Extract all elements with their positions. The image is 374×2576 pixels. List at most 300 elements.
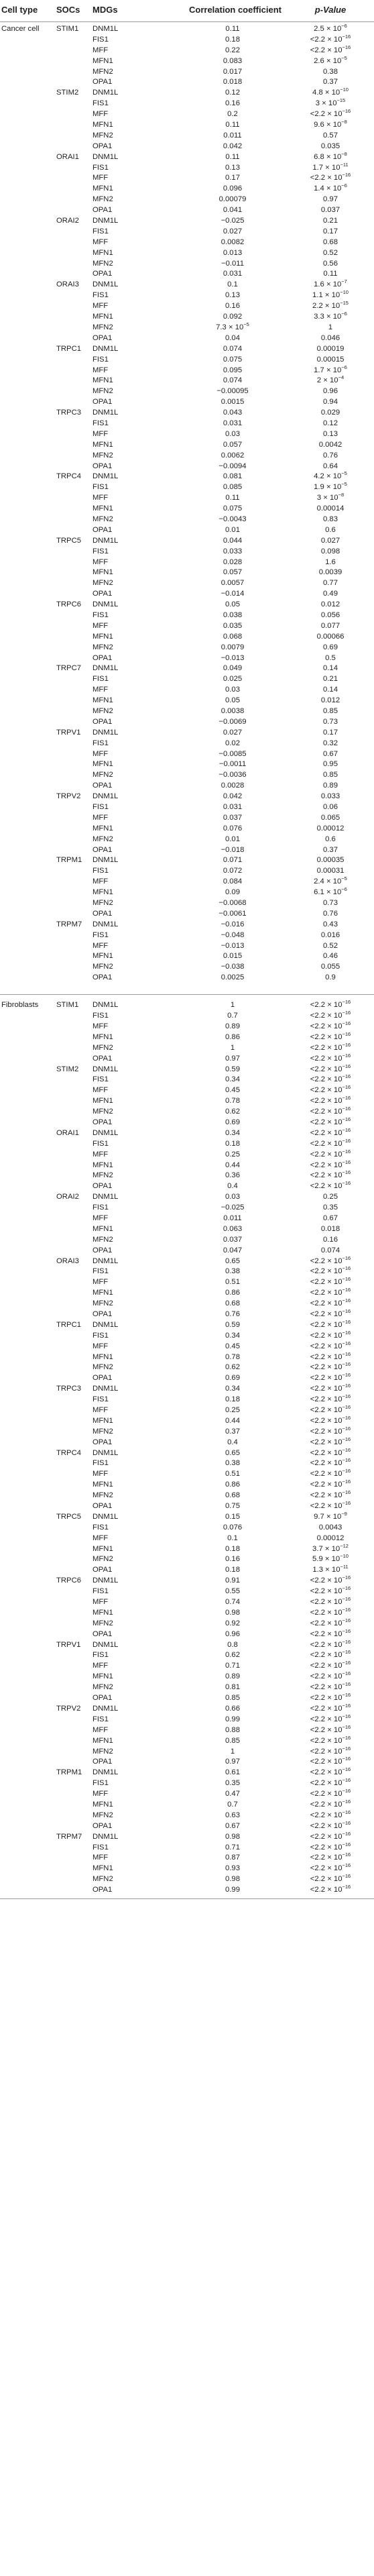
table-row [0, 323, 374, 333]
p-value-cell: 0.25 [323, 1193, 338, 1201]
correlation-cell: 0.0082 [221, 237, 245, 246]
table-row [0, 610, 374, 621]
mdg-cell: DNM1L [92, 1512, 119, 1521]
correlation-cell: 0.05 [225, 696, 240, 705]
table-row [0, 1373, 374, 1384]
table-row [0, 802, 374, 813]
p-value-cell: $<2.2 \times 10^{-16}$ [310, 1596, 351, 1607]
table-row [0, 152, 374, 163]
p-value-cell: $<2.2 \times 10^{-16}$ [310, 1851, 351, 1862]
table-row [0, 440, 374, 451]
table-row [0, 1715, 374, 1725]
correlation-cell: 0.89 [225, 1672, 240, 1681]
correlation-cell: 0.36 [225, 1171, 240, 1180]
mdg-cell: MFN2 [92, 1555, 113, 1564]
correlation-cell: 0.011 [223, 131, 242, 140]
mdg-cell: OPA1 [92, 1566, 113, 1574]
mdg-cell: MFN1 [92, 313, 113, 321]
p-value-cell: $<2.2 \times 10^{-16}$ [310, 1681, 351, 1692]
correlation-cell: −0.013 [221, 941, 245, 950]
soc-cell: TRPC3 [56, 409, 82, 417]
exponent: −15 [340, 300, 349, 307]
correlation-cell: 0.34 [225, 1331, 240, 1340]
p-value-cell: $<2.2 \times 10^{-16}$ [310, 1372, 351, 1383]
table-row [0, 1203, 374, 1214]
table-row [0, 397, 374, 408]
p-value-cell: 0.12 [323, 419, 338, 427]
mdg-cell: MFN2 [92, 1811, 113, 1819]
p-value-cell: 0.00012 [316, 1534, 345, 1542]
mdg-cell: OPA1 [92, 398, 113, 407]
p-value-cell: 0.0043 [318, 1523, 342, 1532]
p-value-cell: $<2.2 \times 10^{-16}$ [310, 1073, 351, 1084]
soc-cell: TRPV2 [56, 1704, 81, 1713]
p-value-cell: 0.57 [323, 131, 338, 140]
mdg-cell: FIS1 [92, 1523, 109, 1532]
mdg-cell: MFN2 [92, 1619, 113, 1627]
p-value-cell: $3 \times 10^{-8}$ [316, 492, 345, 502]
p-value-cell: 0.055 [320, 963, 340, 971]
correlation-cell: 0.69 [225, 1118, 240, 1126]
correlation-cell: 0.031 [223, 419, 243, 427]
p-value-cell: $<2.2 \times 10^{-16}$ [310, 172, 351, 182]
exponent: −16 [342, 1574, 351, 1581]
table-row [0, 301, 374, 312]
p-value-cell: $<2.2 \times 10^{-16}$ [310, 1361, 351, 1372]
exponent: −12 [340, 1542, 349, 1549]
p-value-cell: $<2.2 \times 10^{-16}$ [310, 1330, 351, 1340]
correlation-cell: 0.62 [225, 1363, 240, 1372]
p-value-cell: 0.00035 [316, 856, 345, 865]
table-row [0, 1757, 374, 1768]
table-row [0, 1778, 374, 1789]
mdg-cell: DNM1L [92, 1193, 119, 1201]
p-value-cell: 0.21 [323, 217, 338, 225]
p-value-cell: 0.016 [320, 930, 340, 939]
exponent: −8 [341, 119, 347, 125]
mdg-cell: MFF [92, 1022, 109, 1030]
table-row [0, 1693, 374, 1704]
soc-cell: ORAI2 [56, 1193, 79, 1201]
p-value-cell: 0.6 [325, 835, 336, 843]
cancer-cell-section [0, 24, 374, 983]
p-value-cell: $2.5 \times 10^{-6}$ [314, 23, 347, 33]
correlation-cell: 0.16 [225, 1555, 240, 1564]
mdg-cell: MFN1 [92, 824, 113, 833]
mdg-cell: MFF [92, 1662, 109, 1670]
correlation-cell: 0.55 [225, 1587, 240, 1596]
correlation-cell: 0.01 [225, 835, 240, 843]
p-value-cell: $2.2 \times 10^{-15}$ [312, 300, 349, 311]
exponent: −4 [338, 374, 345, 381]
mdg-cell: OPA1 [92, 142, 113, 150]
table-row [0, 1022, 374, 1032]
correlation-cell: 0.041 [223, 206, 243, 215]
correlation-cell: 0.93 [225, 1864, 240, 1873]
mdg-cell: MFN2 [92, 1491, 113, 1500]
p-value-cell: 0.00031 [316, 867, 345, 875]
mdg-cell: FIS1 [92, 1395, 109, 1404]
table-row [0, 1011, 374, 1022]
exponent: −16 [342, 1254, 351, 1261]
p-value-cell: 0.37 [323, 78, 338, 87]
table-row [0, 35, 374, 46]
header-p-value-text: p-Value [314, 5, 347, 15]
p-value-cell: $<2.2 \times 10^{-16}$ [310, 1127, 351, 1137]
table-row [0, 429, 374, 440]
correlation-cell: 0.11 [225, 121, 240, 129]
p-value-cell: 0.64 [323, 462, 338, 470]
correlation-cell: 0.033 [223, 547, 243, 555]
mdg-cell: MFF [92, 110, 109, 119]
correlation-cell: 0.074 [223, 376, 243, 385]
table-row [0, 1096, 374, 1107]
exponent: −16 [342, 1041, 351, 1048]
table-row [0, 1789, 374, 1800]
mdg-cell: OPA1 [92, 1374, 113, 1383]
correlation-cell: 0.00079 [219, 195, 247, 204]
p-value-cell: 0.029 [320, 409, 340, 417]
p-value-cell: $<2.2 \times 10^{-16}$ [310, 1159, 351, 1169]
mdg-cell: MFN2 [92, 1108, 113, 1116]
p-value-cell: $<2.2 \times 10^{-16}$ [310, 108, 351, 119]
exponent: −16 [342, 999, 351, 1006]
table-row [0, 663, 374, 674]
correlation-cell: 0.027 [223, 227, 243, 235]
table-row [0, 205, 374, 216]
mdg-cell: DNM1L [92, 664, 119, 673]
correlation-cell: −0.018 [221, 845, 245, 854]
p-value-cell: 0.077 [320, 621, 340, 630]
p-value-cell: $<2.2 \times 10^{-16}$ [310, 1734, 351, 1745]
correlation-cell: 0.0025 [221, 973, 245, 982]
p-value-cell: 0.0042 [318, 440, 342, 449]
table-row [0, 216, 374, 227]
p-value-cell: $3 \times 10^{-15}$ [315, 97, 346, 108]
table-row [0, 408, 374, 419]
correlation-cell: 0.37 [225, 1427, 240, 1436]
correlation-cell: 0.025 [223, 675, 243, 684]
exponent: −16 [342, 1127, 351, 1134]
exponent: −10 [340, 289, 349, 296]
table-row [0, 1736, 374, 1747]
correlation-cell: 0.25 [225, 1406, 240, 1414]
correlation-cell: 0.97 [225, 1054, 240, 1063]
exponent: −16 [342, 1340, 351, 1346]
p-value-cell: 0.38 [323, 67, 338, 76]
mdg-cell: MFN1 [92, 56, 113, 65]
mdg-cell: FIS1 [92, 355, 109, 364]
mdg-cell: MFN2 [92, 387, 113, 396]
correlation-cell: 0.78 [225, 1352, 240, 1361]
correlation-cell: −0.011 [221, 259, 245, 268]
correlation-cell: 0.74 [225, 1598, 240, 1607]
exponent: −16 [342, 1681, 351, 1688]
correlation-cell: 0.068 [223, 632, 243, 641]
table-row [0, 898, 374, 909]
correlation-cell: 0.81 [225, 1683, 240, 1692]
exponent: −16 [342, 1799, 351, 1805]
p-value-cell: $<2.2 \times 10^{-16}$ [310, 1383, 351, 1393]
table-row [0, 621, 374, 632]
correlation-cell: 0.071 [223, 856, 243, 865]
p-value-cell: $1.6 \times 10^{-7}$ [314, 278, 347, 289]
correlation-cell: 0.34 [225, 1385, 240, 1393]
p-value-cell: 0.14 [323, 664, 338, 673]
p-value-cell: 0.73 [323, 899, 338, 908]
table-row [0, 1587, 374, 1597]
exponent: −6 [341, 182, 347, 189]
correlation-cell: 0.69 [225, 1374, 240, 1383]
correlation-cell: 1 [230, 1747, 235, 1756]
table-row [0, 77, 374, 88]
correlation-cell: 0.044 [223, 536, 243, 545]
mdg-cell: FIS1 [92, 1331, 109, 1340]
p-value-cell: $9.6 \times 10^{-8}$ [314, 119, 347, 129]
table-row [0, 1438, 374, 1448]
correlation-cell: 0.86 [225, 1289, 240, 1297]
table-row [0, 386, 374, 397]
p-value-cell: 0.033 [320, 792, 340, 801]
p-value-cell: $<2.2 \times 10^{-16}$ [310, 1788, 351, 1799]
correlation-cell: 0.68 [225, 1491, 240, 1500]
correlation-cell: −0.0094 [219, 462, 247, 470]
table-row [0, 1320, 374, 1331]
correlation-cell: −0.0068 [219, 899, 247, 908]
mdg-cell: FIS1 [92, 1779, 109, 1788]
mdg-cell: MFN1 [92, 1352, 113, 1361]
p-value-cell: 0.00012 [316, 824, 345, 833]
mdg-cell: DNM1L [92, 1640, 119, 1649]
correlation-cell: 0.092 [223, 313, 243, 321]
header-p-value [290, 5, 371, 15]
exponent: −16 [342, 1500, 351, 1507]
p-value-cell: 0.9 [325, 973, 336, 982]
correlation-cell: 0.1 [227, 1534, 238, 1542]
exponent: −16 [342, 1468, 351, 1474]
mdg-cell: FIS1 [92, 930, 109, 939]
correlation-cell: 0.62 [225, 1108, 240, 1116]
mdg-cell: OPA1 [92, 1758, 113, 1766]
mdg-cell: FIS1 [92, 1075, 109, 1084]
table-row [0, 1650, 374, 1661]
table-row [0, 1608, 374, 1619]
soc-cell: TRPC4 [56, 472, 82, 481]
p-value-cell: 0.00066 [316, 632, 345, 641]
mdg-cell: MFN1 [92, 1481, 113, 1489]
table-row [0, 184, 374, 195]
table-row [0, 909, 374, 920]
table-row [0, 1288, 374, 1299]
table-row [0, 1118, 374, 1128]
correlation-cell: 0.76 [225, 1309, 240, 1318]
p-value-cell: $<2.2 \times 10^{-16}$ [310, 1287, 351, 1297]
p-value-cell: 0.00019 [316, 344, 345, 353]
p-value-cell: $<2.2 \times 10^{-16}$ [310, 1809, 351, 1819]
mdg-cell: MFF [92, 621, 109, 630]
exponent: −16 [342, 1319, 351, 1326]
mdg-cell: FIS1 [92, 803, 109, 812]
p-value-cell: $<2.2 \times 10^{-16}$ [310, 1276, 351, 1287]
p-value-cell: 0.32 [323, 739, 338, 747]
mdg-cell: MFN2 [92, 1427, 113, 1436]
mdg-cell: FIS1 [92, 1715, 109, 1723]
table-row [0, 1554, 374, 1565]
exponent: −16 [342, 1841, 351, 1847]
p-value-cell: $<2.2 \times 10^{-16}$ [310, 1148, 351, 1159]
exponent: −11 [340, 1564, 349, 1570]
p-value-cell: 0.52 [323, 248, 338, 257]
correlation-cell: 0.51 [225, 1278, 240, 1287]
correlation-cell: 0.075 [223, 355, 243, 364]
mdg-cell: FIS1 [92, 739, 109, 747]
mdg-cell: MFN1 [92, 1608, 113, 1617]
exponent: −5 [243, 321, 249, 328]
mdg-cell: OPA1 [92, 1821, 113, 1830]
p-value-cell: $1.1 \times 10^{-10}$ [312, 289, 349, 300]
correlation-cell: 0.1 [227, 280, 238, 289]
correlation-cell: $7.3 \times 10^{-5}$ [216, 321, 249, 331]
table-row [0, 344, 374, 355]
table-row [0, 462, 374, 472]
table-row [0, 525, 374, 536]
correlation-cell: −0.013 [221, 653, 245, 662]
p-value-cell: $<2.2 \times 10^{-16}$ [310, 1106, 351, 1116]
p-value-cell: $1.3 \times 10^{-11}$ [312, 1564, 349, 1574]
p-value-cell: $5.9 \times 10^{-10}$ [312, 1553, 349, 1564]
correlation-cell: 0.063 [223, 1224, 243, 1233]
mdg-cell: DNM1L [92, 1704, 119, 1713]
mdg-cell: MFN1 [92, 952, 113, 961]
mdg-cell: DNM1L [92, 1128, 119, 1137]
p-value-cell: $3.7 \times 10^{-12}$ [312, 1542, 349, 1553]
mdg-cell: OPA1 [92, 206, 113, 215]
correlation-cell: 0.037 [223, 813, 243, 822]
exponent: −16 [342, 1819, 351, 1826]
table-row [0, 1832, 374, 1843]
p-value-cell: $<2.2 \times 10^{-16}$ [310, 1169, 351, 1180]
exponent: −5 [341, 481, 347, 488]
correlation-cell: 0.25 [225, 1150, 240, 1159]
correlation-cell: 0.17 [225, 174, 240, 182]
p-value-cell: 0.94 [323, 398, 338, 407]
table-row [0, 1821, 374, 1832]
mdg-cell: FIS1 [92, 99, 109, 108]
correlation-cell: 0.076 [223, 1523, 243, 1532]
p-value-cell: 0.89 [323, 782, 338, 790]
correlation-cell: 0.0079 [221, 643, 245, 651]
mdg-cell: FIS1 [92, 1203, 109, 1212]
correlation-cell: −0.048 [221, 930, 245, 939]
table-row [0, 280, 374, 290]
correlation-cell: −0.014 [221, 590, 245, 598]
p-value-cell: 0.43 [323, 920, 338, 928]
exponent: −16 [342, 1148, 351, 1155]
exponent: −16 [342, 1660, 351, 1666]
mdg-cell: DNM1L [92, 600, 119, 609]
mdg-cell: OPA1 [92, 1438, 113, 1446]
exponent: −16 [342, 1073, 351, 1080]
p-value-cell: $<2.2 \times 10^{-16}$ [310, 1052, 351, 1063]
table-row [0, 1885, 374, 1896]
table-row [0, 1800, 374, 1811]
mdg-cell: MFF [92, 46, 109, 54]
soc-cell: ORAI1 [56, 1128, 79, 1137]
mdg-cell: OPA1 [92, 78, 113, 87]
soc-cell: TRPC3 [56, 1385, 82, 1393]
p-value-cell: $<2.2 \times 10^{-16}$ [310, 1063, 351, 1073]
p-value-cell: 0.85 [323, 707, 338, 715]
exponent: −16 [342, 1862, 351, 1869]
table-row [0, 46, 374, 56]
mdg-cell: MFN1 [92, 440, 113, 449]
exponent: −16 [342, 1297, 351, 1304]
p-value-cell: $<2.2 \times 10^{-16}$ [310, 1468, 351, 1479]
p-value-cell: 0.83 [323, 515, 338, 523]
mdg-cell: MFN2 [92, 1299, 113, 1308]
mdg-cell: MFF [92, 749, 109, 758]
mdg-cell: OPA1 [92, 973, 113, 982]
exponent: −16 [342, 1638, 351, 1645]
p-value-cell: $<2.2 \times 10^{-16}$ [310, 1766, 351, 1777]
mdg-cell: MFN1 [92, 632, 113, 641]
mdg-cell: DNM1L [92, 1001, 119, 1010]
table-row [0, 1032, 374, 1043]
mdg-cell: DNM1L [92, 217, 119, 225]
mdg-cell: MFN2 [92, 1683, 113, 1692]
p-value-cell: $<2.2 \times 10^{-16}$ [310, 1095, 351, 1106]
p-value-cell: 1 [328, 323, 333, 331]
mdg-cell: MFN1 [92, 1289, 113, 1297]
table-row [0, 1747, 374, 1758]
table-row [0, 951, 374, 962]
correlation-cell: 0.031 [223, 803, 243, 812]
table-row [0, 493, 374, 504]
table-row [0, 24, 374, 35]
mdg-cell: FIS1 [92, 419, 109, 427]
p-value-cell: $<2.2 \times 10^{-16}$ [310, 1319, 351, 1329]
p-value-cell: $<2.2 \times 10^{-16}$ [310, 1426, 351, 1436]
correlation-cell: 0.028 [223, 557, 243, 566]
table-row [0, 237, 374, 248]
correlation-cell: 0.47 [225, 1790, 240, 1799]
exponent: −16 [342, 1383, 351, 1389]
p-value-cell: $<2.2 \times 10^{-16}$ [310, 34, 351, 44]
correlation-cell: 0.97 [225, 1758, 240, 1766]
exponent: −5 [341, 54, 347, 61]
exponent: −16 [342, 1330, 351, 1336]
correlation-cell: 0.037 [223, 1235, 243, 1244]
correlation-cell: 0.51 [225, 1470, 240, 1479]
table-row [0, 1277, 374, 1288]
p-value-cell: $2.6 \times 10^{-5}$ [314, 54, 347, 65]
table-row [0, 163, 374, 174]
mdg-cell: DNM1L [92, 344, 119, 353]
correlation-cell: 0.18 [225, 1544, 240, 1553]
table-row [0, 557, 374, 568]
exponent: −16 [342, 1627, 351, 1634]
mdg-cell: MFF [92, 494, 109, 502]
mdg-cell: DNM1L [92, 1832, 119, 1841]
exponent: −16 [342, 1884, 351, 1890]
p-value-cell: $1.9 \times 10^{-5}$ [314, 481, 347, 492]
mdg-cell: MFN1 [92, 504, 113, 513]
table-row [0, 227, 374, 237]
correlation-cell: 0.11 [225, 494, 240, 502]
soc-cell: TRPM1 [56, 1768, 82, 1777]
exponent: −16 [342, 1479, 351, 1485]
mdg-cell: MFN2 [92, 195, 113, 204]
